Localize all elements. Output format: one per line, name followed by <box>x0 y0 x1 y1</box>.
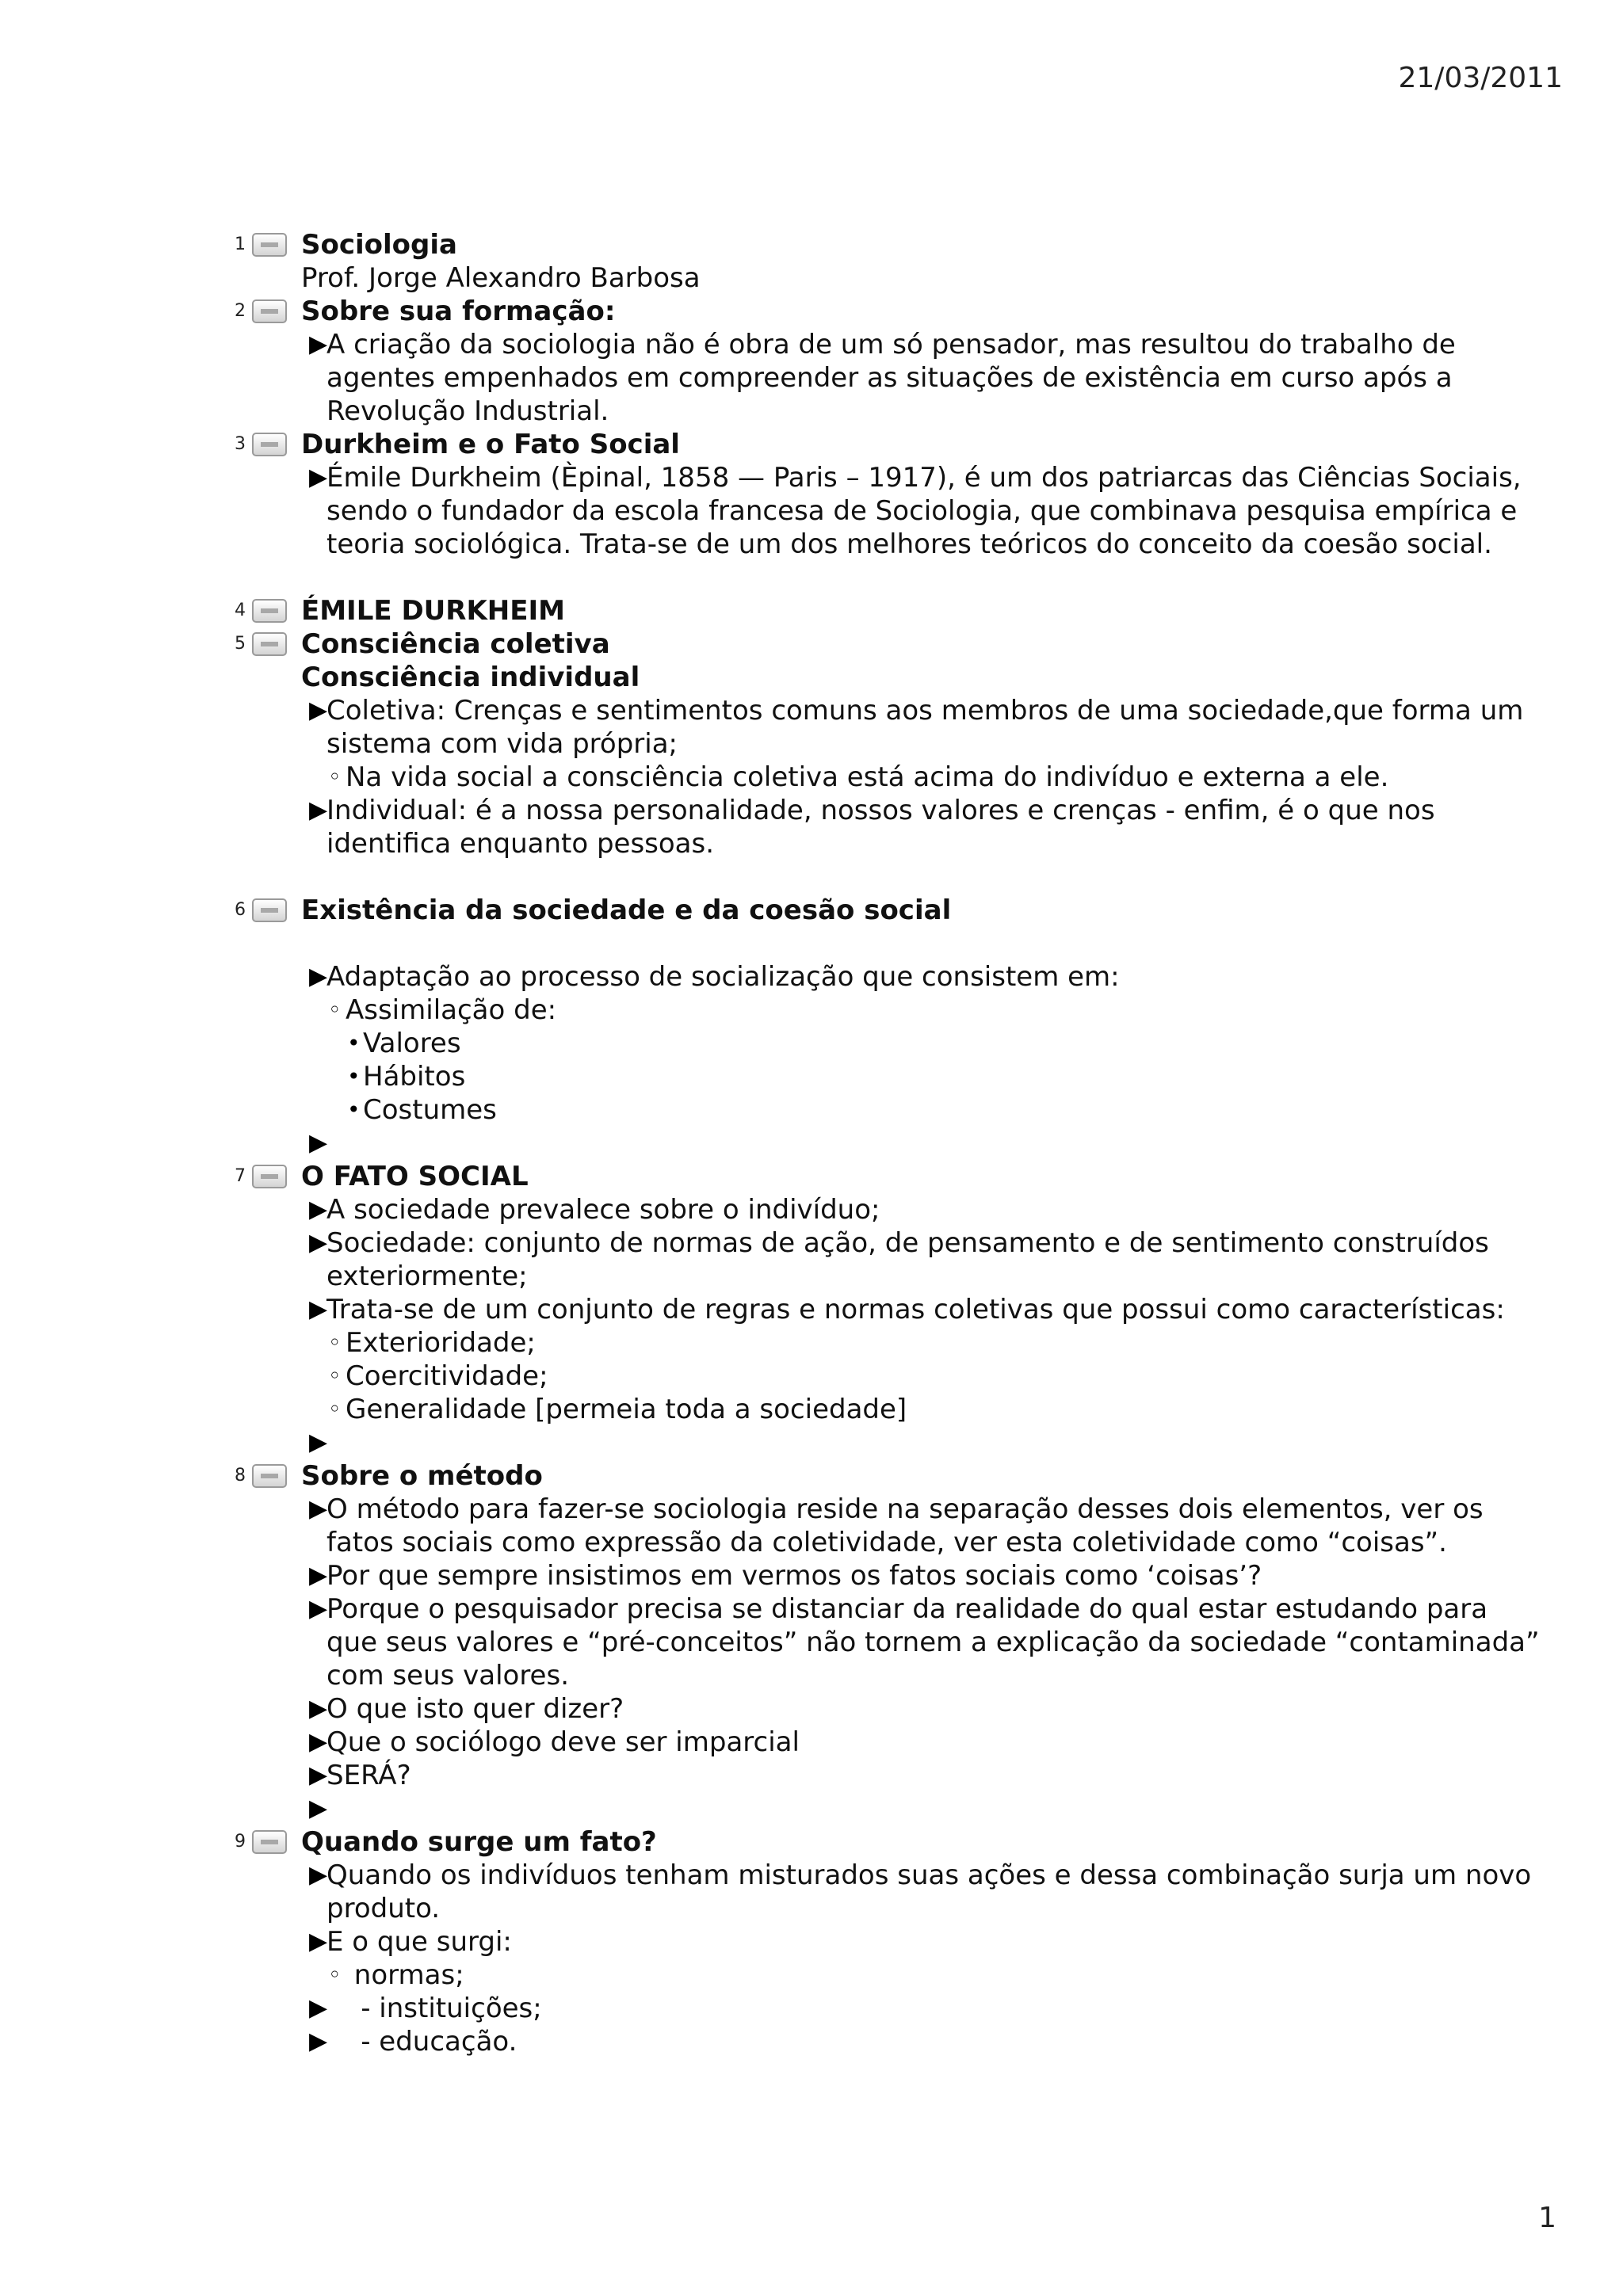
bullet-text: com seus valores. <box>327 1660 569 1691</box>
slide-number: 2 <box>235 301 246 321</box>
bullet-text: Adaptação ao processo de socialização que consistem em: <box>327 961 1120 993</box>
slide-thumbnail-icon <box>252 898 287 922</box>
bullet-text: que seus valores e “pré-conceitos” não tornem a explicação da sociedade “contaminada” <box>327 1627 1540 1658</box>
slide-4 <box>0 594 1623 627</box>
bullet-text: Que o sociólogo deve ser imparcial <box>327 1726 800 1758</box>
slide-thumbnail-icon <box>252 299 287 323</box>
arrow-bullet-icon: ▶ <box>309 330 328 358</box>
circle-bullet-icon: ◦ <box>328 1363 342 1389</box>
sub-bullet-text: Coercitividade; <box>346 1360 548 1392</box>
bullet-text: Coletiva: Crenças e sentimentos comuns aos membros de uma sociedade,que forma um <box>327 695 1524 727</box>
bullet-text: sistema com vida própria; <box>327 728 678 760</box>
arrow-bullet-icon: ▶ <box>309 1861 328 1889</box>
slide-thumbnail-icon <box>252 233 287 257</box>
arrow-bullet-icon: ▶ <box>309 1728 328 1756</box>
bullet-text: Revolução Industrial. <box>327 395 609 427</box>
circle-bullet-icon: ◦ <box>328 1329 342 1356</box>
sub-bullet-text: Na vida social a consciência coletiva está acima do indivíduo e externa a ele. <box>346 761 1389 793</box>
sub-bullet-text: Exterioridade; <box>346 1327 536 1359</box>
slide-thumbnail-icon <box>252 433 287 456</box>
slide-thumbnail-icon <box>252 599 287 623</box>
slide-1 <box>0 228 1623 295</box>
slide-number: 5 <box>235 634 246 654</box>
sub-sub-bullet-text: Valores <box>363 1028 461 1059</box>
slide-title: Sobre sua formação: <box>301 296 616 327</box>
bullet-text: sendo o fundador da escola francesa de Sociologia, que combinava pesquisa empírica e <box>327 495 1518 527</box>
bullet-text: Porque o pesquisador precisa se distanciar da realidade do qual estar estudando para <box>327 1593 1488 1625</box>
bullet-text: identifica enquanto pessoas. <box>327 828 715 860</box>
slide-subtitle: Prof. Jorge Alexandro Barbosa <box>301 262 701 294</box>
slide-title: Sobre o método <box>301 1460 543 1492</box>
arrow-bullet-icon: ▶ <box>309 463 328 491</box>
arrow-bullet-icon: ▶ <box>309 1994 328 2022</box>
bullet-text: A criação da sociologia não é obra de um só pensador, mas resultou do trabalho de <box>327 329 1456 360</box>
blank-line <box>0 927 1623 960</box>
bullet-text: Quando os indivíduos tenham misturados suas ações e dessa combinação surja um novo <box>327 1859 1532 1891</box>
arrow-bullet-icon: ▶ <box>309 1229 328 1257</box>
bullet-text: E o que surgi: <box>327 1926 512 1958</box>
bullet-text: Por que sempre insistimos em vermos os fatos sociais como ‘coisas’? <box>327 1560 1262 1592</box>
sub-bullet-text: normas; <box>346 1959 464 1991</box>
page-number: 1 <box>1538 2202 1556 2234</box>
slide-thumbnail-icon <box>252 1830 287 1854</box>
bullet-text: Émile Durkheim (Èpinal, 1858 — Paris – 1917), é um dos patriarcas das Ciências Sociais, <box>327 462 1522 494</box>
bullet-text: O método para fazer-se sociologia reside na separação desses dois elementos, ver os <box>327 1493 1484 1525</box>
slide-7 <box>0 1160 1623 1459</box>
slide-3 <box>0 428 1623 594</box>
bullet-text: exteriormente; <box>327 1261 528 1292</box>
arrow-bullet-icon: ▶ <box>309 2027 328 2055</box>
arrow-bullet-icon: ▶ <box>309 1295 328 1323</box>
header-date: 21/03/2011 <box>1398 62 1563 94</box>
slide-number: 7 <box>235 1166 246 1186</box>
bullet-text: fatos sociais como expressão da coletividade, ver esta coletividade como “coisas”. <box>327 1527 1447 1558</box>
bullet-text: - instituições; <box>327 1993 542 2024</box>
slide-number: 8 <box>235 1466 246 1486</box>
circle-bullet-icon: ◦ <box>328 764 342 790</box>
arrow-bullet-icon: ▶ <box>309 696 328 724</box>
sub-sub-bullet-text: Hábitos <box>363 1061 466 1093</box>
slide-number: 9 <box>235 1832 246 1852</box>
circle-bullet-icon: ◦ <box>328 997 342 1023</box>
slide-title: Consciência coletiva <box>301 628 610 660</box>
sub-bullet-text: Generalidade [permeia toda a sociedade] <box>346 1394 907 1425</box>
slide-8 <box>0 1459 1623 1825</box>
bullet-text: - educação. <box>327 2026 517 2058</box>
sub-bullet-text: Assimilação de: <box>346 994 557 1026</box>
slide-thumbnail-icon <box>252 632 287 656</box>
sub-sub-bullet-text: Costumes <box>363 1094 497 1126</box>
arrow-bullet-icon: ▶ <box>309 1761 328 1789</box>
slide-title-line-2: Consciência individual <box>301 662 640 693</box>
blank-line <box>0 561 1623 594</box>
arrow-bullet-icon: ▶ <box>309 1495 328 1523</box>
arrow-bullet-icon: ▶ <box>309 1928 328 1955</box>
slide-title: ÉMILE DURKHEIM <box>301 595 565 627</box>
slide-thumbnail-icon <box>252 1165 287 1188</box>
slide-title: Quando surge um fato? <box>301 1826 657 1858</box>
arrow-bullet-icon: ▶ <box>309 1428 328 1456</box>
slide-title: Sociologia <box>301 229 457 261</box>
arrow-bullet-icon: ▶ <box>309 1562 328 1589</box>
slide-thumbnail-icon <box>252 1464 287 1488</box>
slide-number: 4 <box>235 601 246 620</box>
bullet-text: Trata-se de um conjunto de regras e normas coletivas que possui como características: <box>327 1294 1505 1325</box>
slide-outline <box>0 228 1623 2058</box>
circle-bullet-icon: ◦ <box>328 1962 342 1988</box>
dot-bullet-icon: • <box>347 1097 361 1123</box>
slide-number: 3 <box>235 434 246 454</box>
arrow-bullet-icon: ▶ <box>309 796 328 824</box>
slide-title: Durkheim e o Fato Social <box>301 429 680 460</box>
bullet-text: Sociedade: conjunto de normas de ação, de pensamento e de sentimento construídos <box>327 1227 1489 1259</box>
bullet-text: A sociedade prevalece sobre o indivíduo; <box>327 1194 880 1226</box>
dot-bullet-icon: • <box>347 1063 361 1089</box>
slide-title: O FATO SOCIAL <box>301 1161 529 1192</box>
slide-2 <box>0 295 1623 428</box>
blank-line <box>0 860 1623 894</box>
dot-bullet-icon: • <box>347 1030 361 1056</box>
slide-number: 1 <box>235 235 246 254</box>
arrow-bullet-icon: ▶ <box>309 1595 328 1623</box>
arrow-bullet-icon: ▶ <box>309 1695 328 1722</box>
slide-6 <box>0 894 1623 1160</box>
arrow-bullet-icon: ▶ <box>309 1794 328 1822</box>
arrow-bullet-icon: ▶ <box>309 963 328 990</box>
arrow-bullet-icon: ▶ <box>309 1129 328 1157</box>
slide-number: 6 <box>235 900 246 920</box>
circle-bullet-icon: ◦ <box>328 1396 342 1422</box>
bullet-text: agentes empenhados em compreender as situações de existência em curso após a <box>327 362 1453 394</box>
slide-5 <box>0 627 1623 894</box>
slide-9 <box>0 1825 1623 2058</box>
bullet-text: teoria sociológica. Trata-se de um dos melhores teóricos do conceito da coesão social. <box>327 528 1492 560</box>
bullet-text: produto. <box>327 1893 441 1924</box>
bullet-text: Individual: é a nossa personalidade, nossos valores e crenças - enfim, é o que nos <box>327 795 1435 826</box>
arrow-bullet-icon: ▶ <box>309 1196 328 1223</box>
slide-title: Existência da sociedade e da coesão social <box>301 894 952 926</box>
bullet-text: O que isto quer dizer? <box>327 1693 624 1725</box>
bullet-text: SERÁ? <box>327 1760 411 1791</box>
